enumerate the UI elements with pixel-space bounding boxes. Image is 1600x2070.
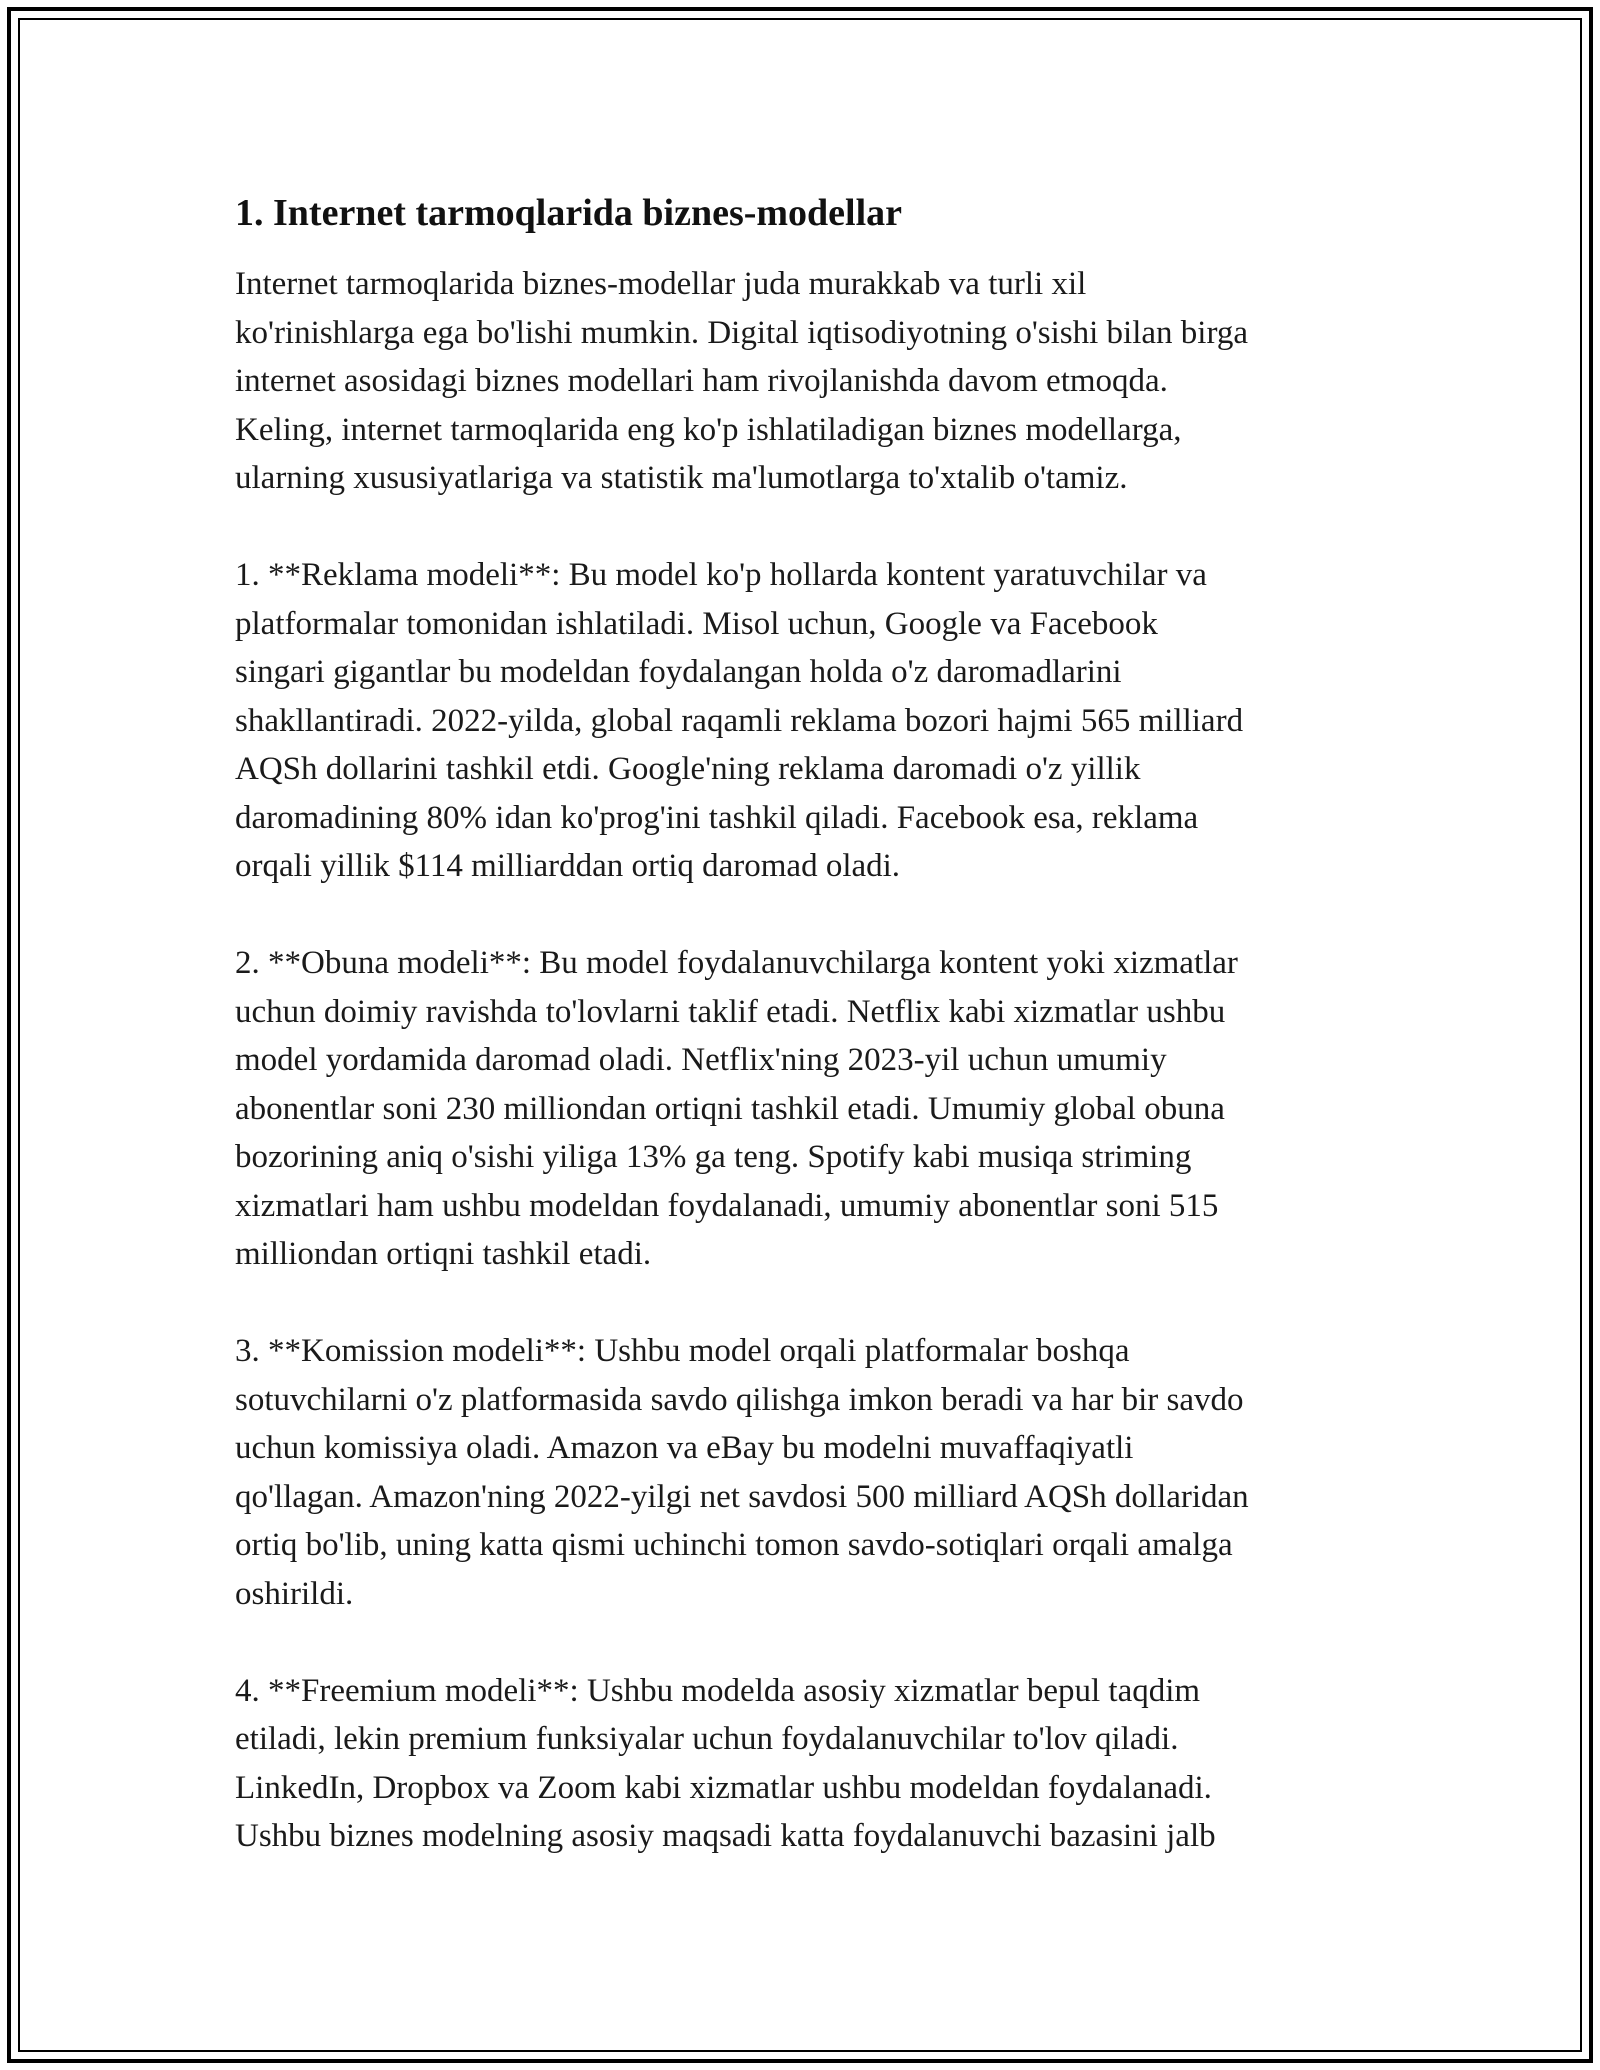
text-line: xizmatlari ham ushbu modeldan foydalanadi, umumiy abonentlar soni 515 <box>235 1187 1219 1224</box>
subscription-model-paragraph <box>235 939 1400 1279</box>
text-line: LinkedIn, Dropbox va Zoom kabi xizmatlar ushbu modeldan foydalanadi. <box>235 1769 1212 1806</box>
text-line: singari gigantlar bu modeldan foydalangan holda o'z daromadlarini <box>235 654 1122 690</box>
text-line: Internet tarmoqlarida biznes-modellar juda murakkab va turli xil <box>235 266 1087 302</box>
text-line: ortiq bo'lib, uning katta qismi uchinchi tomon savdo-sotiqlari orqali amalga <box>235 1527 1233 1563</box>
text-line: 4. **Freemium modeli**: Ushbu modelda asosiy xizmatlar bepul taqdim <box>235 1672 1201 1709</box>
text-line: sotuvchilarni o'z platformasida savdo qilishga imkon beradi va har bir savdo <box>235 1381 1244 1418</box>
advertising-model-paragraph <box>235 551 1400 891</box>
text-line: Ushbu biznes modelning asosiy maqsadi katta foydalanuvchi bazasini jalb <box>235 1818 1216 1854</box>
text-line: qo'llagan. Amazon'ning 2022-yilgi net savdosi 500 milliard AQSh dollaridan <box>235 1478 1249 1515</box>
text-line: bozorining aniq o'sishi yiliga 13% ga teng. Spotify kabi musiqa striming <box>235 1139 1192 1175</box>
text-line: orqali yillik $114 milliarddan ortiq daromad oladi. <box>235 848 901 884</box>
section-title: 1. Internet tarmoqlarida biznes-modellar <box>235 192 903 234</box>
text-line: ko'rinishlarga ega bo'lishi mumkin. Digital iqtisodiyotning o'sishi bilan birga <box>235 314 1248 351</box>
text-line: 1. **Reklama modeli**: Bu model ko'p hollarda kontent yaratuvchilar va <box>235 557 1207 593</box>
text-line: 2. **Obuna modeli**: Bu model foydalanuvchilarga kontent yoki xizmatlar <box>235 945 1238 981</box>
text-line: uchun komissiya oladi. Amazon va eBay bu modelni muvaffaqiyatli <box>235 1430 1134 1466</box>
text-line: internet asosidagi biznes modellari ham rivojlanishda davom etmoqda. <box>235 363 1168 399</box>
text-line: etiladi, lekin premium funksiyalar uchun foydalanuvchilar to'lov qiladi. <box>235 1721 1179 1757</box>
text-line: Keling, internet tarmoqlarida eng ko'p ishlatiladigan biznes modellarga, <box>235 411 1182 448</box>
text-line: model yordamida daromad oladi. Netflix'ning 2023-yil uchun umumiy <box>235 1042 1167 1078</box>
text-line: abonentlar soni 230 milliondan ortiqni tashkil etadi. Umumiy global obuna <box>235 1090 1225 1127</box>
text-line: shakllantiradi. 2022-yilda, global raqamli reklama bozori hajmi 565 milliard <box>235 702 1244 739</box>
text-line: AQSh dollarini tashkil etdi. Google'ning reklama daromadi o'z yillik <box>235 751 1141 787</box>
intro-paragraph <box>235 260 1400 503</box>
freemium-model-paragraph <box>235 1667 1400 1861</box>
text-line: daromadining 80% idan ko'prog'ini tashkil qiladi. Facebook esa, reklama <box>235 799 1199 836</box>
text-line: 3. **Komission modeli**: Ushbu model orqali platformalar boshqa <box>235 1333 1130 1369</box>
document-body <box>235 188 1400 1909</box>
text-line: milliondan ortiqni tashkil etadi. <box>235 1236 652 1272</box>
text-line: ularning xususiyatlariga va statistik ma'lumotlarga to'xtalib o'tamiz. <box>235 460 1128 496</box>
text-line: uchun doimiy ravishda to'lovlarni taklif etadi. Netflix kabi xizmatlar ushbu <box>235 993 1226 1030</box>
commission-model-paragraph <box>235 1327 1400 1618</box>
text-line: platformalar tomonidan ishlatiladi. Misol uchun, Google va Facebook <box>235 605 1158 642</box>
text-line: oshirildi. <box>235 1575 354 1612</box>
